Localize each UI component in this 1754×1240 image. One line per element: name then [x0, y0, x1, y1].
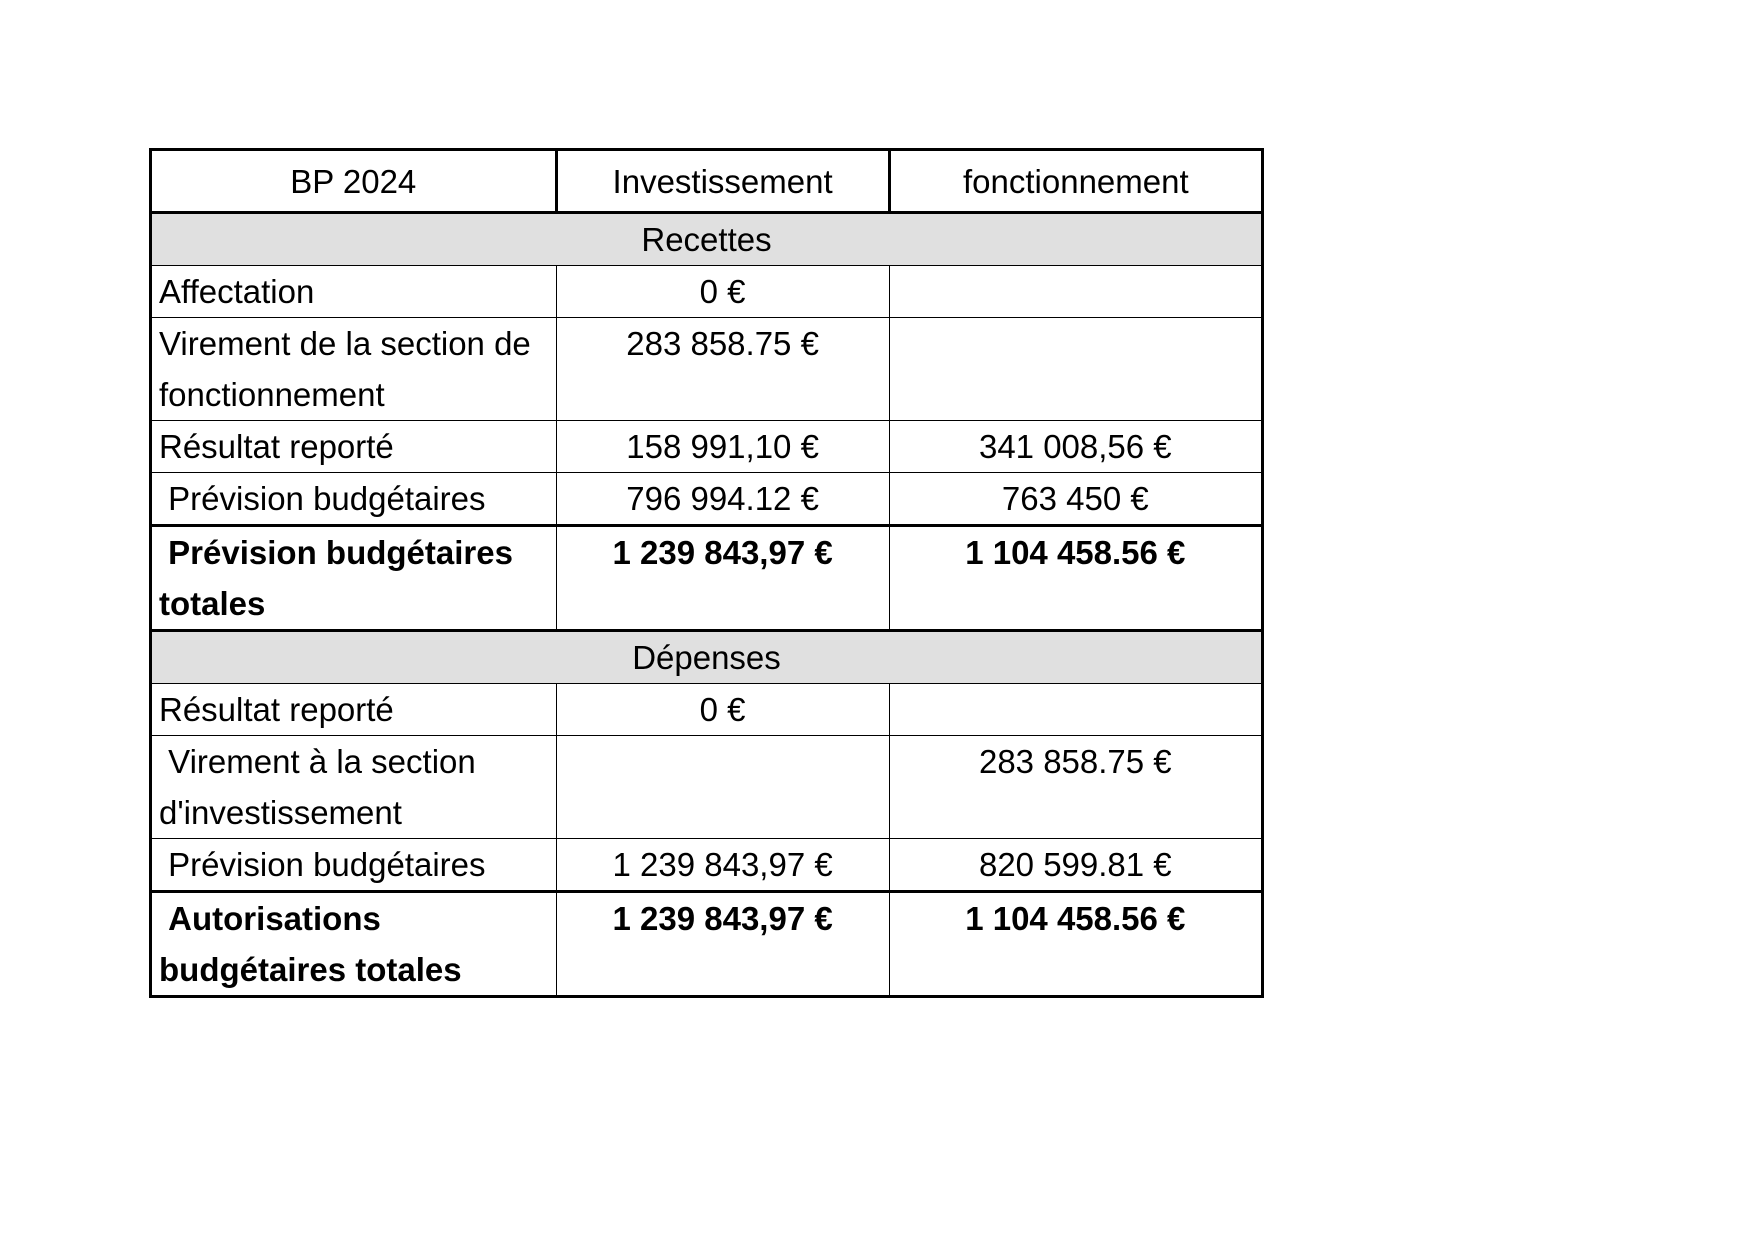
cell-fonctionnement: 763 450 € — [889, 473, 1262, 526]
total-investissement: 1 239 843,97 € — [556, 526, 889, 631]
cell-investissement: 0 € — [556, 266, 889, 318]
cell-investissement: 158 991,10 € — [556, 421, 889, 473]
table-row — [151, 473, 1263, 526]
section-row-recettes — [151, 213, 1263, 266]
row-label: Prévision budgétaires — [151, 473, 557, 526]
total-label: Prévision budgétaires totales — [151, 526, 557, 631]
cell-fonctionnement — [889, 684, 1262, 736]
total-fonctionnement: 1 104 458.56 € — [889, 892, 1262, 997]
table-row — [151, 684, 1263, 736]
cell-investissement — [556, 736, 889, 839]
total-label: Autorisations budgétaires totales — [151, 892, 557, 997]
row-label: Résultat reporté — [151, 684, 557, 736]
row-label: Résultat reporté — [151, 421, 557, 473]
section-row-depenses — [151, 631, 1263, 684]
table-row — [151, 839, 1263, 892]
row-label: Virement à la section d'investissement — [151, 736, 557, 839]
table-row — [151, 266, 1263, 318]
cell-investissement: 283 858.75 € — [556, 318, 889, 421]
budget-table — [149, 148, 1264, 998]
cell-investissement: 1 239 843,97 € — [556, 839, 889, 892]
header-bp-year: BP 2024 — [151, 150, 557, 213]
cell-fonctionnement — [889, 266, 1262, 318]
cell-fonctionnement: 341 008,56 € — [889, 421, 1262, 473]
total-investissement: 1 239 843,97 € — [556, 892, 889, 997]
cell-investissement: 796 994.12 € — [556, 473, 889, 526]
cell-fonctionnement — [889, 318, 1262, 421]
section-title-recettes: Recettes — [151, 213, 1263, 266]
row-label: Prévision budgétaires — [151, 839, 557, 892]
table-row — [151, 318, 1263, 421]
total-row-depenses — [151, 892, 1263, 997]
row-label: Affectation — [151, 266, 557, 318]
cell-fonctionnement: 283 858.75 € — [889, 736, 1262, 839]
table-header-row — [151, 150, 1263, 213]
table-row — [151, 421, 1263, 473]
total-fonctionnement: 1 104 458.56 € — [889, 526, 1262, 631]
table-row — [151, 736, 1263, 839]
row-label: Virement de la section de fonctionnement — [151, 318, 557, 421]
header-fonctionnement: fonctionnement — [889, 150, 1262, 213]
cell-fonctionnement: 820 599.81 € — [889, 839, 1262, 892]
total-row-recettes — [151, 526, 1263, 631]
header-investissement: Investissement — [556, 150, 889, 213]
cell-investissement: 0 € — [556, 684, 889, 736]
section-title-depenses: Dépenses — [151, 631, 1263, 684]
